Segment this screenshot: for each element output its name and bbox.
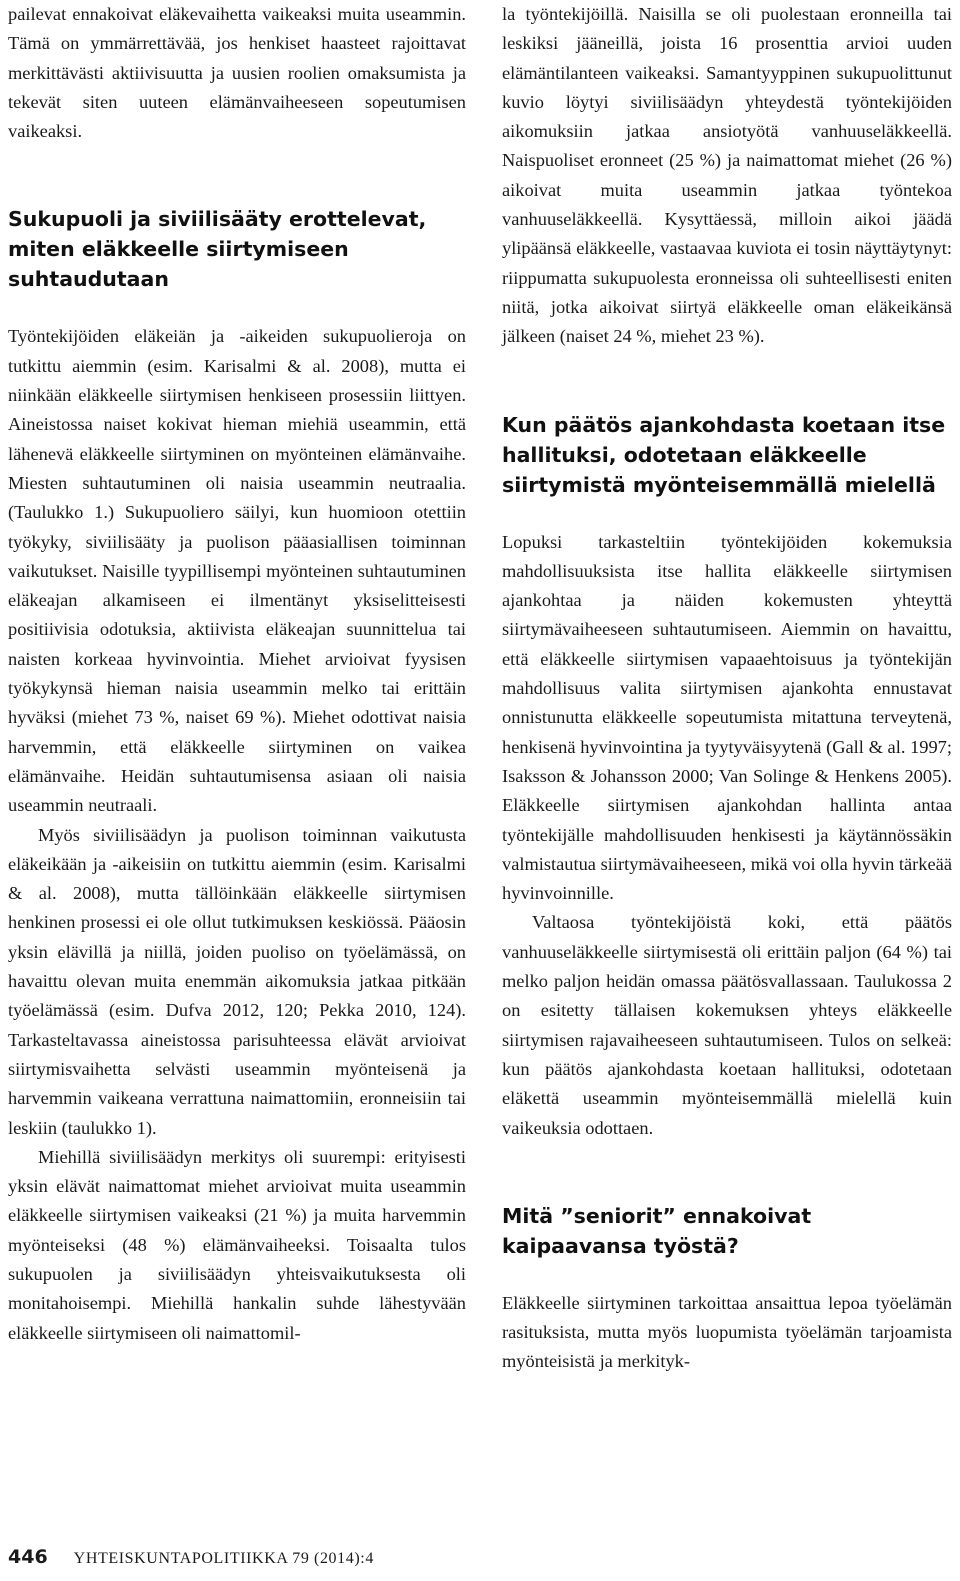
journal-citation: YHTEISKUNTAPOLITIIKKA 79 (2014):4 (73, 1550, 374, 1567)
right-column (502, 0, 952, 1377)
paragraph-gender-3: Miehillä siviilisäädyn merkitys oli suurempi: erityisesti yksin elävät naimattomat miehet arvioivat muita useammin eläkkeelle siirtymisen vaikeaksi (21 %) ja muita harvemmin myönteiseksi (48 %) elämänvaiheeksi. Toisaalta tulos sukupuolen ja siviilisäädyn yhteisvaikutuksesta oli monitahoisempi. Miehillä hankalin suhde lähestyvään eläkkeelle siirtymiseen oli naimattomil- (8, 1146, 466, 1343)
section-heading-decision-control: Kun päätös ajankohdasta koetaan itse hallituksi, odotetaan eläkkeelle siirtymistä myönteisemmällä mielellä (502, 412, 946, 497)
paragraph-decision-1: Lopuksi tarkasteltiin työntekijöiden kokemuksia mahdollisuuksista itse hallita eläkkeelle siirtymisen ajankohtaa ja näiden kokemusten yhteyttä siirtymävaiheeseen suhtautumiseen. Aiemmin on havaittu, että eläkkeelle siirtymisen vapaaehtoisuus ja työntekijän mahdollisuus valita siirtymisen ajankohta ennustavat onnistunutta eläkkeelle sopeutumista mitattuna terveytenä, henkisenä hyvinvointina ja tyytyväisyytenä (Gall & al. 1997; Isaksson & Johansson 2000; Van Solinge & Henkens 2005). Eläkkeelle siirtymisen ajankohdan hallinta antaa työntekijälle mahdollisuuden henkisesti ja käytännössäkin valmistautua siirtymävaiheeseen, mikä voi olla hyvin tärkeää hyvinvoinnille. (502, 531, 952, 904)
paragraph-gender-1: Työntekijöiden eläkeiän ja -aikeiden sukupuolieroja on tutkittu aiemmin (esim. Karisalmi & al. 2008), mutta ei niinkään eläkkeelle siirtymisen henkiseen prosessiin liittyen. Aineistossa naiset kokivat hieman miehiä useammin, että lähenevä eläkkeelle siirtyminen on myönteinen elämänvaihe. Miesten suhtautuminen oli naisia useammin neutraalia. (Taulukko 1.) Sukupuoliero säilyi, kun huomioon otettiin työkyky, siviilisääty ja puolison pääasiallisen toiminnan vaikutukset. Naisille tyypillisempi myönteinen suhtautuminen eläkeajan alkamiseen ei ilmentänyt yksiselitteisesti positiivisia odotuksia, aktiivista eläkeajan suunnittelua tai naisten korkeaa hyvinvointia. Miehet arvioivat fyysisen työkykynsä hieman naisia useammin melko tai erittäin hyväksi (miehet 73 %, naiset 69 %). Miehet odottivat naisia harvemmin, että eläkkeelle siirtyminen on vaikea elämänvaihe. Heidän suhtautumisensa asiaan oli naisia useammin neutraali. (8, 326, 466, 816)
section-heading-seniors-miss-work: Mitä ”seniorit” ennakoivat kaipaavansa työstä? (502, 1203, 812, 1258)
left-column (8, 0, 466, 1348)
page-footer (8, 1546, 374, 1576)
paragraph-decision-2: Valtaosa työntekijöistä koki, että päätös vanhuuseläkkeelle siirtymisestä oli erittäin paljon (64 %) tai melko paljon heidän omassa päätösvallassaan. Taulukossa 2 on esitetty tällaisen kokemuksen yhteys eläkkeelle siirtymisen rajavaiheeseen suhtautumiseen. Tulos on selkeä: kun päätös ajankohdasta koetaan hallituksi, odotetaan eläkettä useammin myönteisemmällä mielellä kuin vaikeuksia odottaen. (502, 912, 952, 1138)
paragraph-seniors: Eläkkeelle siirtyminen tarkoittaa ansaittua lepoa työelämän rasituksista, mutta myös luopumista työelämän tarjoamista myönteisistä ja merkityk- (502, 1292, 952, 1372)
paragraph-marital-continued: la työntekijöillä. Naisilla se oli puolestaan eronneilla tai leskiksi jääneillä, joista 16 prosenttia arvioi uuden elämäntilanteen vaikeaksi. Samantyyppinen sukupuolittunut kuvio löytyi siviilisäädyn yhteydestä työntekijöiden aikomuksiin jatkaa ansiotyötä vanhuuseläkkeellä. Naispuoliset eronneet (25 %) ja naimattomat miehet (26 %) aikoivat muita useammin jatkaa työntekoa vanhuuseläkkeellä. Kysyttäessä, milloin aikoi jäädä ylipäänsä eläkkeelle, vastaavaa kuviota ei tosin näyttäytynyt: riippumatta sukupuolesta eronneissa oli suhteellisesti eniten niitä, jotka aikoivat siirtyä eläkkeelle oman eläkeikänsä jälkeen (naiset 24 %, miehet 23 %). (502, 4, 952, 347)
paragraph-intro-continued: pailevat ennakoivat eläkevaihetta vaikeaksi muita useammin. Tämä on ymmärrettävää, jos henkiset haasteet rajoittavat merkittävästi aktiivisuutta ja uusien roolien omaksumista ja tekevät siten uuteen elämänvaiheeseen sopeutumisen vaikeaksi. (8, 4, 466, 142)
page-number: 446 (8, 1546, 48, 1568)
paragraph-gender-2: Myös siviilisäädyn ja puolison toiminnan vaikutusta eläkeikään ja -aikeisiin on tutkittu aiemmin (esim. Karisalmi & al. 2008), mutta tällöinkään eläkkeelle siirtymisen henkinen prosessi ei ole ollut tutkimuksen keskiössä. Pääosin yksin elävillä ja niillä, joiden puoliso on työelämässä, on havaittu olevan muita enemmän aikomuksia jatkaa pitkään työelämässä (esim. Dufva 2012, 120; Pekka 2010, 124). Tarkasteltavassa aineistossa parisuhteessa elävät arvioivat siirtymisvaihetta selvästi useammin myönteisenä ja harvemmin vaikeana verrattuna naimattomiin, eronneisiin tai leskiin (taulukko 1). (8, 824, 466, 1138)
section-heading-gender-marital-status: Sukupuoli ja siviilisääty erottelevat, miten eläkkeelle siirtymiseen suhtaudutaan (8, 207, 427, 292)
